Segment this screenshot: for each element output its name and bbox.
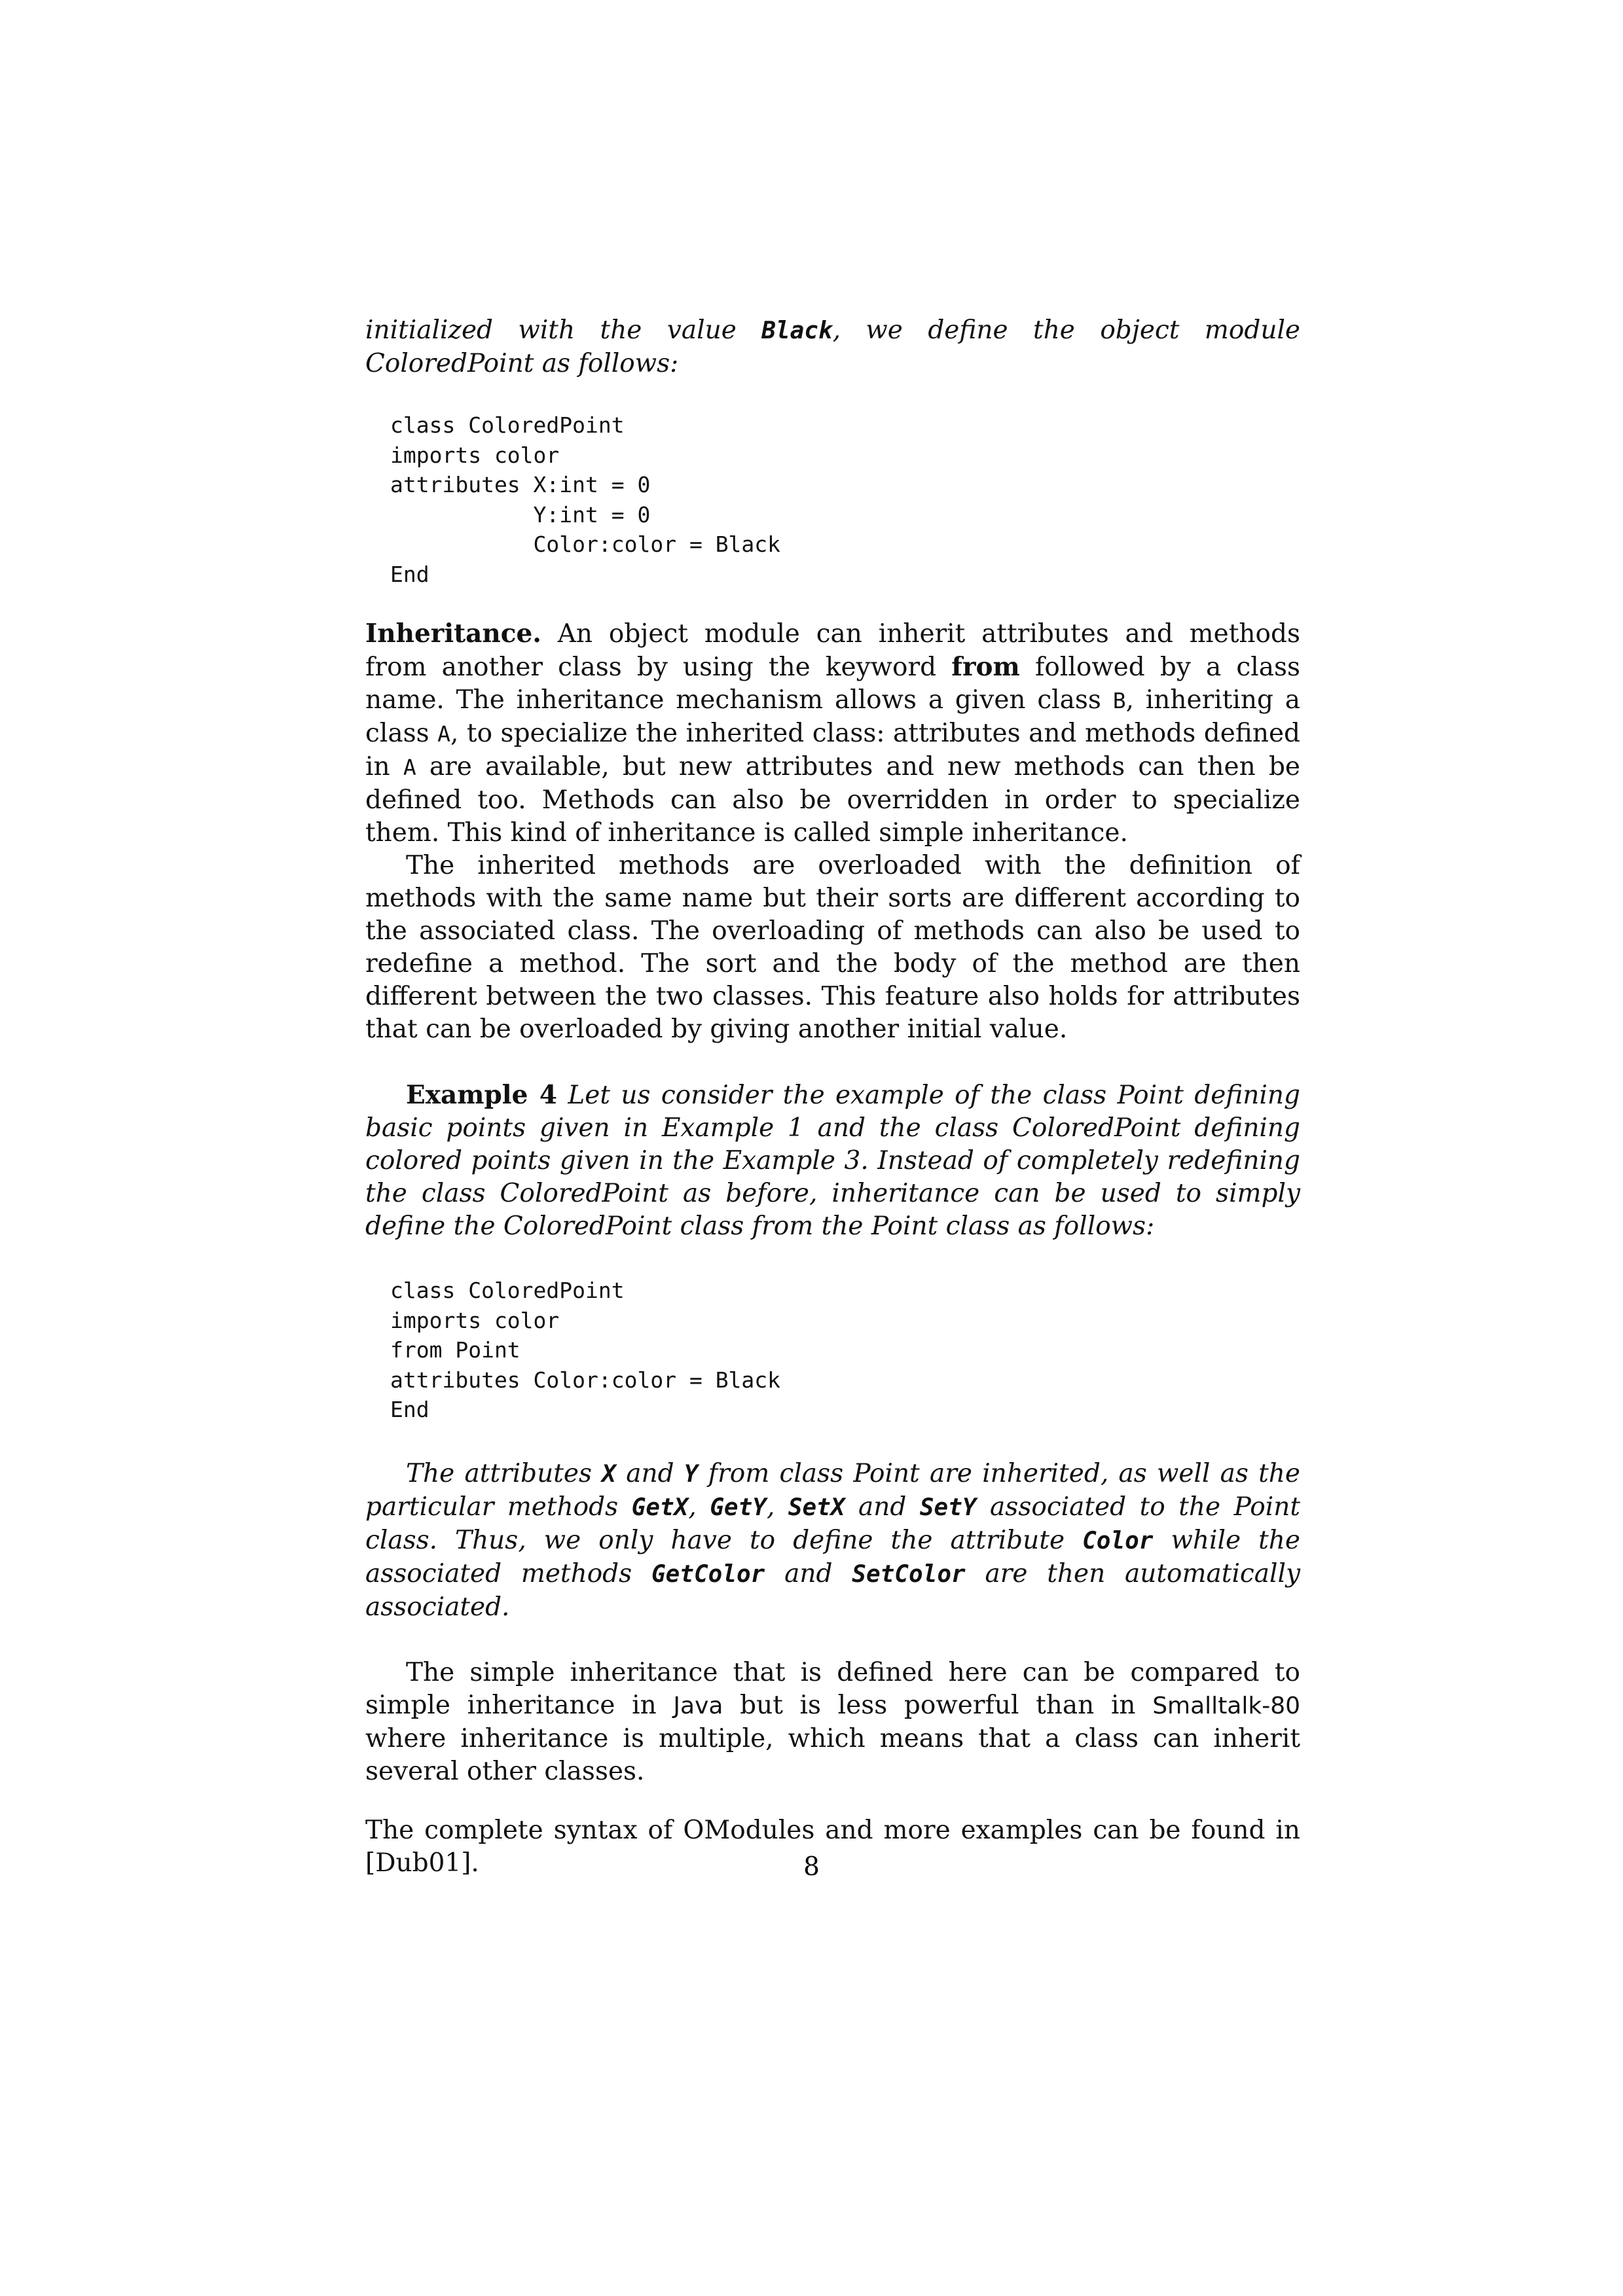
code-getx: GetX	[631, 1494, 689, 1521]
example-4-text: Let us consider the example of the class Point defining basic points given in Example 1 and the class ColoredPoint defining colored points given in the Example 3. Instead of completely redefining the class ColoredPoint as before, inheritance can be used to simply define the ColoredPoint class from the Point class as follows:	[365, 1081, 1300, 1241]
code-setcolor: SetColor	[852, 1560, 966, 1588]
simple-text-2: but is less powerful than in	[723, 1690, 1153, 1720]
attributes-paragraph	[365, 1458, 1300, 1624]
attr-text-7: associated to the Point class. Thus, we only have to define the attribute	[365, 1492, 1300, 1555]
attr-text-5: ,	[766, 1492, 788, 1522]
code-color: Color	[1082, 1527, 1154, 1554]
code-getcolor: GetColor	[651, 1560, 765, 1588]
code-y: Y	[684, 1460, 699, 1488]
simple-text-1: The simple inheritance that is defined here can be compared to simple inheritance in	[365, 1657, 1300, 1720]
code-x: X	[602, 1460, 616, 1488]
inheritance-text-2: followed by a class name. The inheritance mechanism allows a given class	[365, 653, 1300, 715]
attr-text-10: are then automatically associated.	[365, 1558, 1300, 1622]
attr-text-4: ,	[688, 1492, 710, 1522]
code-gety: GetY	[710, 1494, 767, 1521]
intro-text-1: initialized with the value	[365, 315, 762, 345]
complete-syntax-paragraph: The complete syntax of OModules and more examples can be found in [Dub01].	[365, 1815, 1300, 1878]
overload-paragraph: The inherited methods are overloaded with the definition of methods with the same name but their sorts are different according to the associated class. The overloading of methods can also be used to redefine a method. The sort and the body of the method are then different between the two classes. This feature also holds for attributes that can be overloaded by giving another initial value.	[365, 851, 1300, 1044]
attr-text-8: while the associated methods	[365, 1525, 1300, 1588]
attr-text-9: and	[765, 1558, 852, 1588]
inheritance-paragraph	[365, 617, 1300, 850]
inheritance-text-4: , to specialize the inherited class: attributes and methods defined in	[365, 719, 1300, 781]
simple-inheritance-paragraph	[365, 1657, 1300, 1788]
keyword-from: from	[951, 652, 1020, 682]
code-setx: SetX	[788, 1494, 845, 1521]
intro-text-2: , we define the object module ColoredPoint as follows:	[365, 315, 1300, 378]
attr-text-3: from class Point are inherited, as well as the particular methods	[365, 1458, 1300, 1522]
inheritance-text-3: , inheriting a class	[365, 685, 1300, 748]
code-class-a-2: A	[403, 755, 416, 780]
code-block-inherited-coloredpoint: class ColoredPoint imports color from Point attributes Color:color = Black End	[390, 1278, 781, 1422]
java-name: Java	[673, 1692, 723, 1719]
code-sety: SetY	[919, 1494, 977, 1521]
attr-text-6: and	[845, 1492, 920, 1522]
code-black: Black	[761, 317, 833, 344]
page-body	[365, 314, 1300, 1880]
example-4-heading: Example 4	[406, 1080, 558, 1110]
intro-paragraph	[365, 314, 1300, 380]
code-block-coloredpoint: class ColoredPoint imports color attributes X:int = 0 Y:int = 0 Color:color = Black End	[390, 412, 781, 587]
code-class-a: A	[437, 721, 450, 747]
smalltalk-name: Smalltalk-80	[1152, 1692, 1301, 1719]
attr-text-1: The attributes	[406, 1458, 602, 1488]
example-4-paragraph	[365, 1079, 1300, 1243]
simple-text-3: where inheritance is multiple, which means that a class can inherit several other classes.	[365, 1723, 1300, 1786]
inheritance-text-5: are available, but new attributes and new methods can then be defined too. Methods can also be overridden in order to specialize them. This kind of inheritance is called simple inheritance.	[365, 752, 1300, 848]
page-number: 8	[803, 1852, 820, 1882]
code-class-b: B	[1112, 688, 1126, 713]
inheritance-text-1: An object module can inherit attributes and methods from another class by using the keyword	[365, 619, 1300, 682]
attr-text-2: and	[615, 1458, 684, 1488]
inheritance-heading: Inheritance.	[365, 619, 541, 649]
